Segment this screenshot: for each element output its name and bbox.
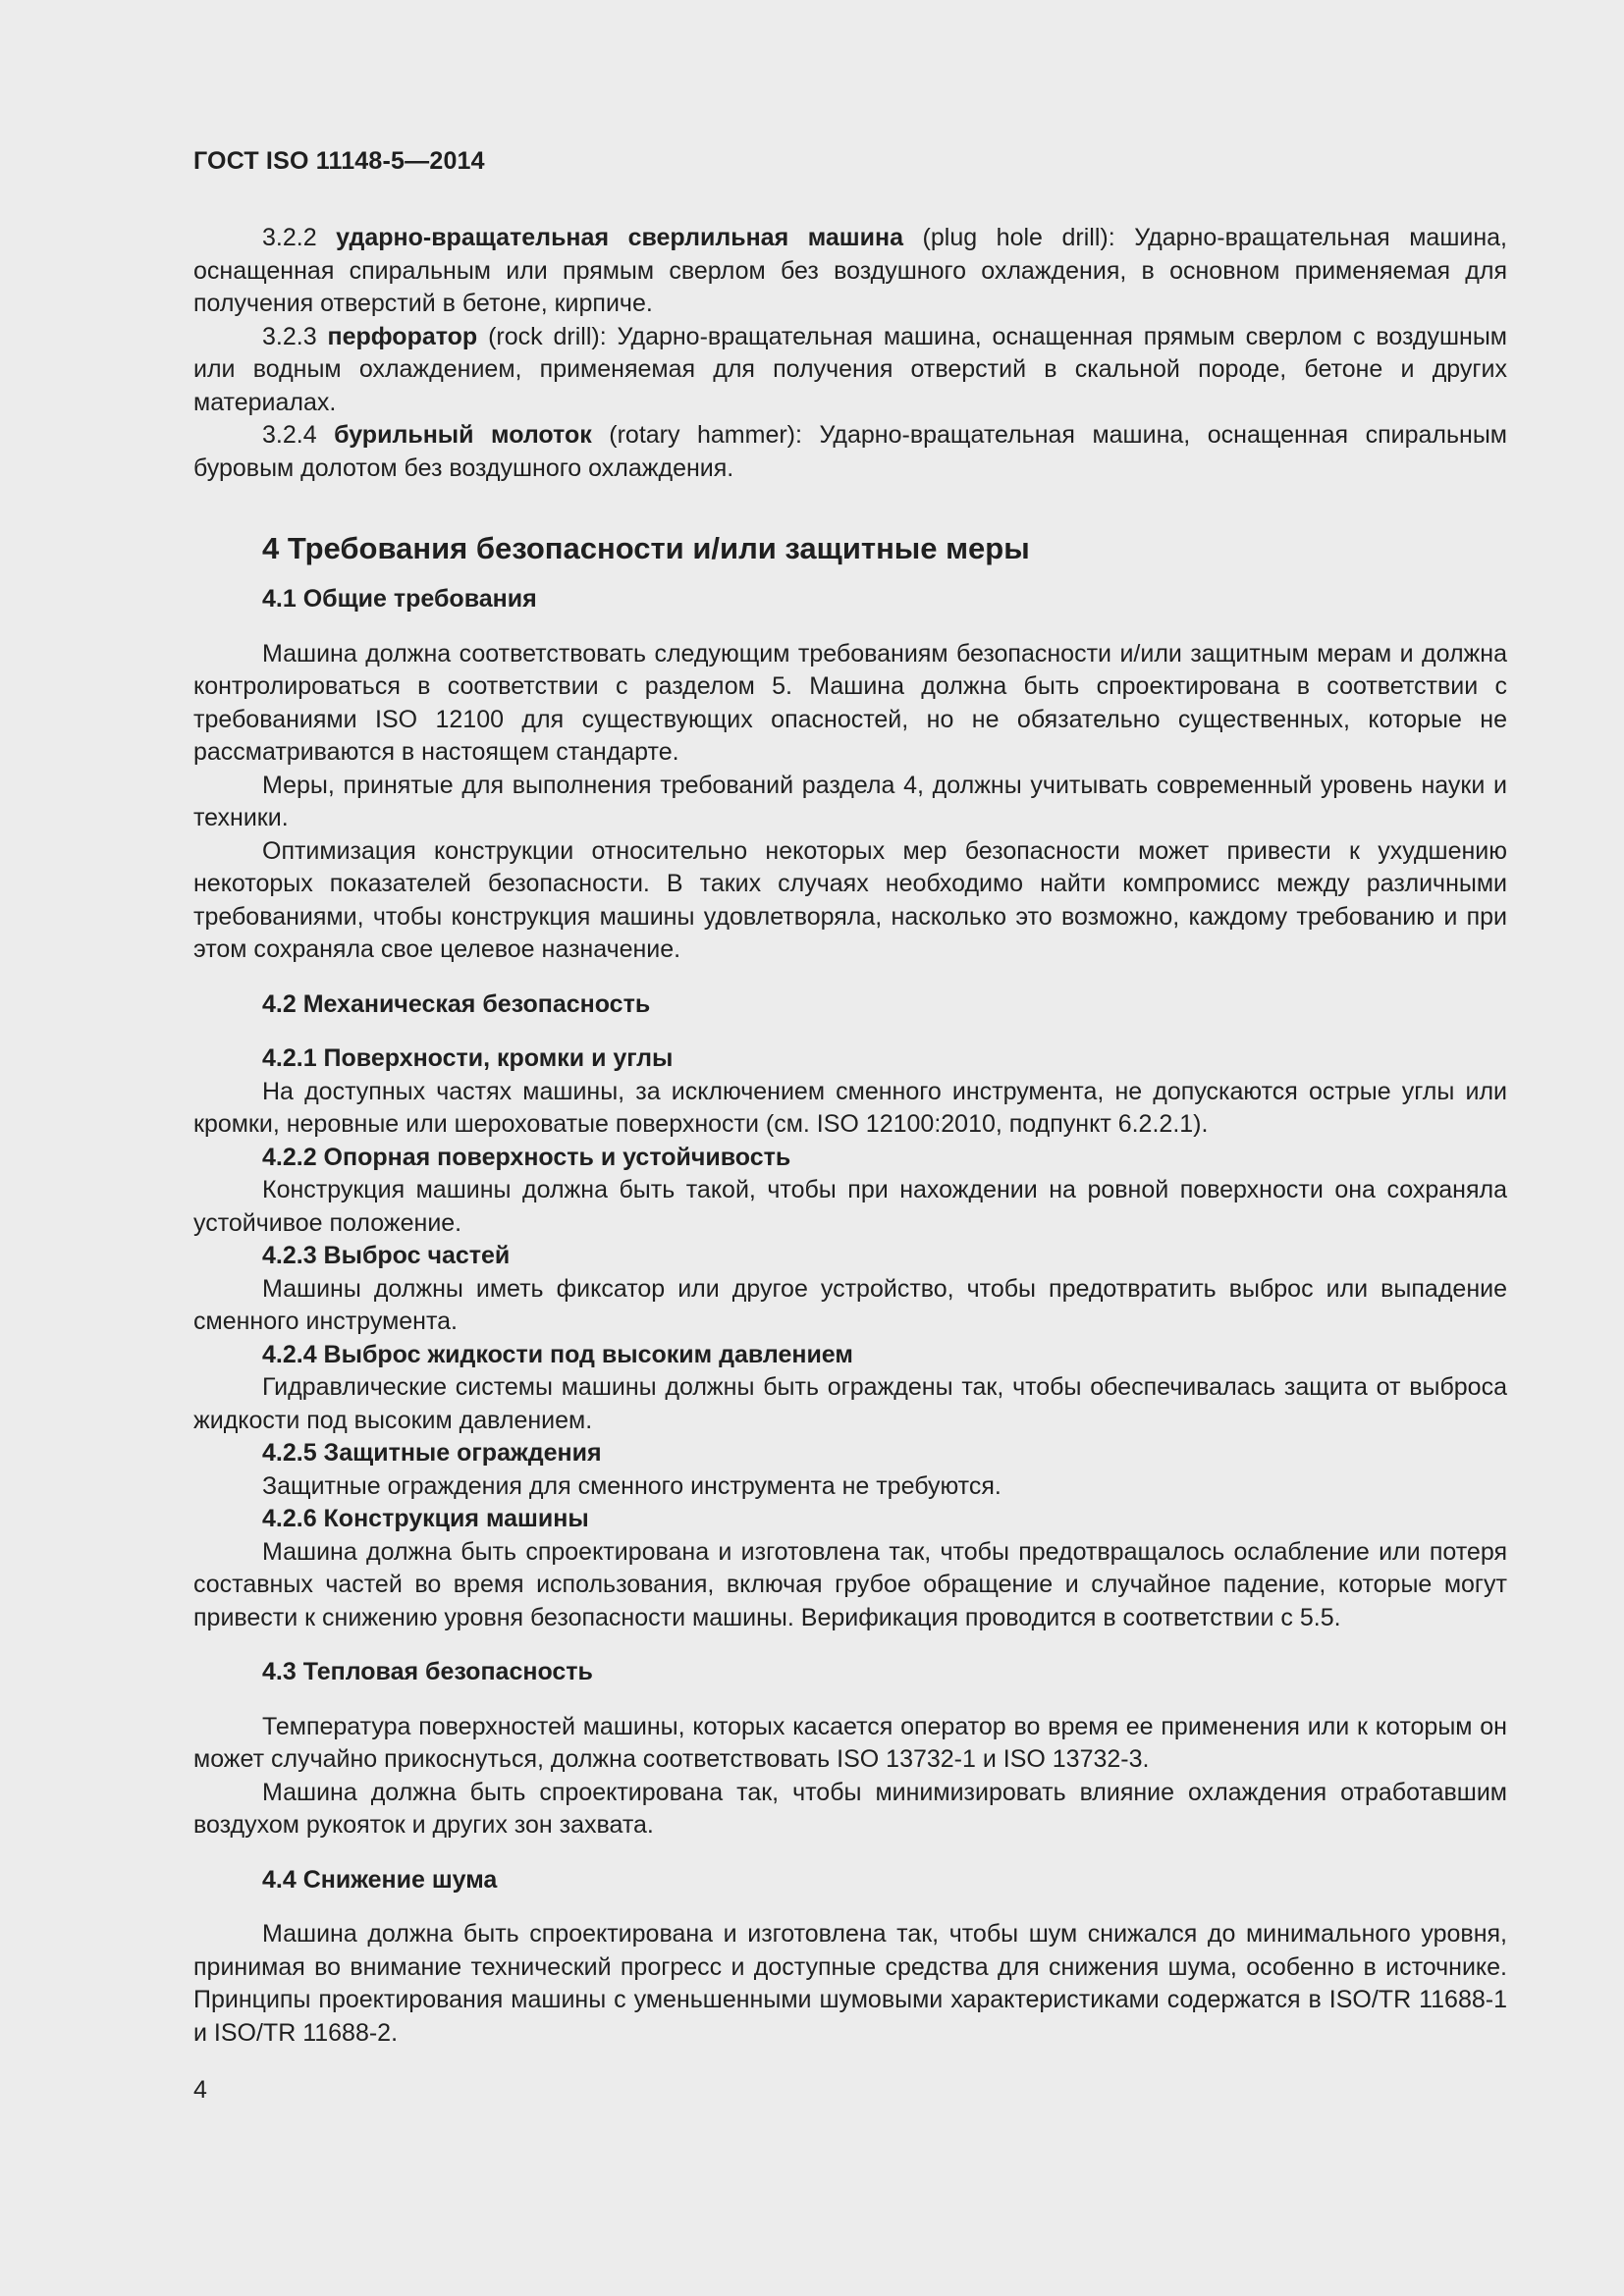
paragraph: Машина должна соответствовать следующим требованиям безопасности и/или защитным мерам и должна контролироваться в соответствии с разделом 5. Машина должна быть спроектирована в соответствии с требованиями ISO 12100 для существующих опасностей, но не обязательно существенных, которые не рассматриваются в настоящем стандарте.	[193, 639, 1507, 766]
paragraph: Машина должна быть спроектирована и изготовлена так, чтобы шум снижался до минимального уровня, принимая во внимание технический прогресс и доступные средства для снижения шума, особенно в источнике. Принципы проектирования машины с уменьшенными шумовыми характеристиками содержатся в ISO/TR 11688-1 и ISO/TR 11688-2.	[193, 1920, 1507, 2047]
term: бурильный молоток	[334, 421, 592, 449]
paragraph: Защитные ограждения для сменного инструмента не требуются.	[262, 1471, 1001, 1500]
paragraph: Машина должна быть спроектирована так, чтобы минимизировать влияние охлаждения отработавшим воздухом рукояток и других зон захвата.	[193, 1778, 1507, 1839]
section-4-2-6-heading: 4.2.6 Конструкция машины	[262, 1505, 589, 1532]
section-4-2-4-heading: 4.2.4 Выброс жидкости под высоким давлением	[262, 1340, 853, 1368]
paragraph: Машина должна быть спроектирована и изготовлена так, чтобы предотвращалось ослабление или потеря составных частей во время использования, включая грубое обращение и случайное падение, которые могут привести к снижению уровня безопасности машины. Верификация проводится в соответствии с 5.5.	[193, 1537, 1507, 1631]
paragraph: Машины должны иметь фиксатор или другое устройство, чтобы предотвратить выброс или выпадение сменного инструмента.	[193, 1274, 1507, 1335]
paragraph: Конструкция машины должна быть такой, чтобы при нахождении на ровной поверхности она сохраняла устойчивое положение.	[193, 1176, 1507, 1237]
document-header: ГОСТ ISO 11148-5—2014	[193, 147, 485, 175]
paragraph: Меры, принятые для выполнения требований раздела 4, должны учитывать современный уровень науки и техники.	[193, 771, 1507, 831]
paragraph: Гидравлические системы машины должны быть ограждены так, чтобы обеспечивалась защита от выброса жидкости под высоким давлением.	[193, 1373, 1507, 1434]
term: ударно-вращательная сверлильная машина	[336, 224, 903, 251]
term: перфоратор	[327, 322, 478, 350]
definition-3-2-3: 3.2.3 перфоратор (rock drill): Ударно-вращательная машина, оснащенная прямым сверлом с воздушным или водным охлаждением, применяемая для получения отверстий в скальной породе, бетоне и других материалах.	[193, 322, 1507, 416]
definition-3-2-2: 3.2.2 ударно-вращательная сверлильная машина (plug hole drill): Ударно-вращательная машина, оснащенная спиральным или прямым сверлом без воздушного охлаждения, в основном применяемая для получения отверстий в бетоне, кирпиче.	[193, 224, 1507, 317]
section-4-2-3-heading: 4.2.3 Выброс частей	[262, 1242, 511, 1269]
section-4-2-1-heading: 4.2.1 Поверхности, кромки и углы	[262, 1044, 674, 1072]
section-4-2-heading: 4.2 Механическая безопасность	[262, 989, 651, 1018]
section-4-2-5-heading: 4.2.5 Защитные ограждения	[262, 1439, 602, 1467]
section-4-4-heading: 4.4 Снижение шума	[262, 1865, 498, 1894]
section-4-heading: 4 Требования безопасности и/или защитные меры	[262, 531, 1030, 565]
section-4-1-heading: 4.1 Общие требования	[262, 585, 537, 613]
page-number: 4	[193, 2076, 207, 2104]
page-content	[193, 222, 1507, 2050]
section-4-2-2-heading: 4.2.2 Опорная поверхность и устойчивость	[262, 1143, 791, 1171]
paragraph: На доступных частях машины, за исключением сменного инструмента, не допускаются острые углы или кромки, неровные или шероховатые поверхности (см. ISO 12100:2010, подпункт 6.2.2.1).	[193, 1077, 1507, 1138]
paragraph: Температура поверхностей машины, которых касается оператор во время ее применения или к которым он может случайно прикоснуться, должна соответствовать ISO 13732-1 и ISO 13732-3.	[193, 1712, 1507, 1773]
definition-3-2-4: 3.2.4 бурильный молоток (rotary hammer): Ударно-вращательная машина, оснащенная спиральным буровым долотом без воздушного охлаждения.	[193, 421, 1507, 482]
paragraph: Оптимизация конструкции относительно некоторых мер безопасности может привести к ухудшению некоторых показателей безопасности. В таких случаях необходимо найти компромисс между различными требованиями, чтобы конструкция машины удовлетворяла, насколько это возможно, каждому требованию и при этом сохраняла свое целевое назначение.	[193, 836, 1507, 963]
section-4-3-heading: 4.3 Тепловая безопасность	[262, 1658, 593, 1685]
